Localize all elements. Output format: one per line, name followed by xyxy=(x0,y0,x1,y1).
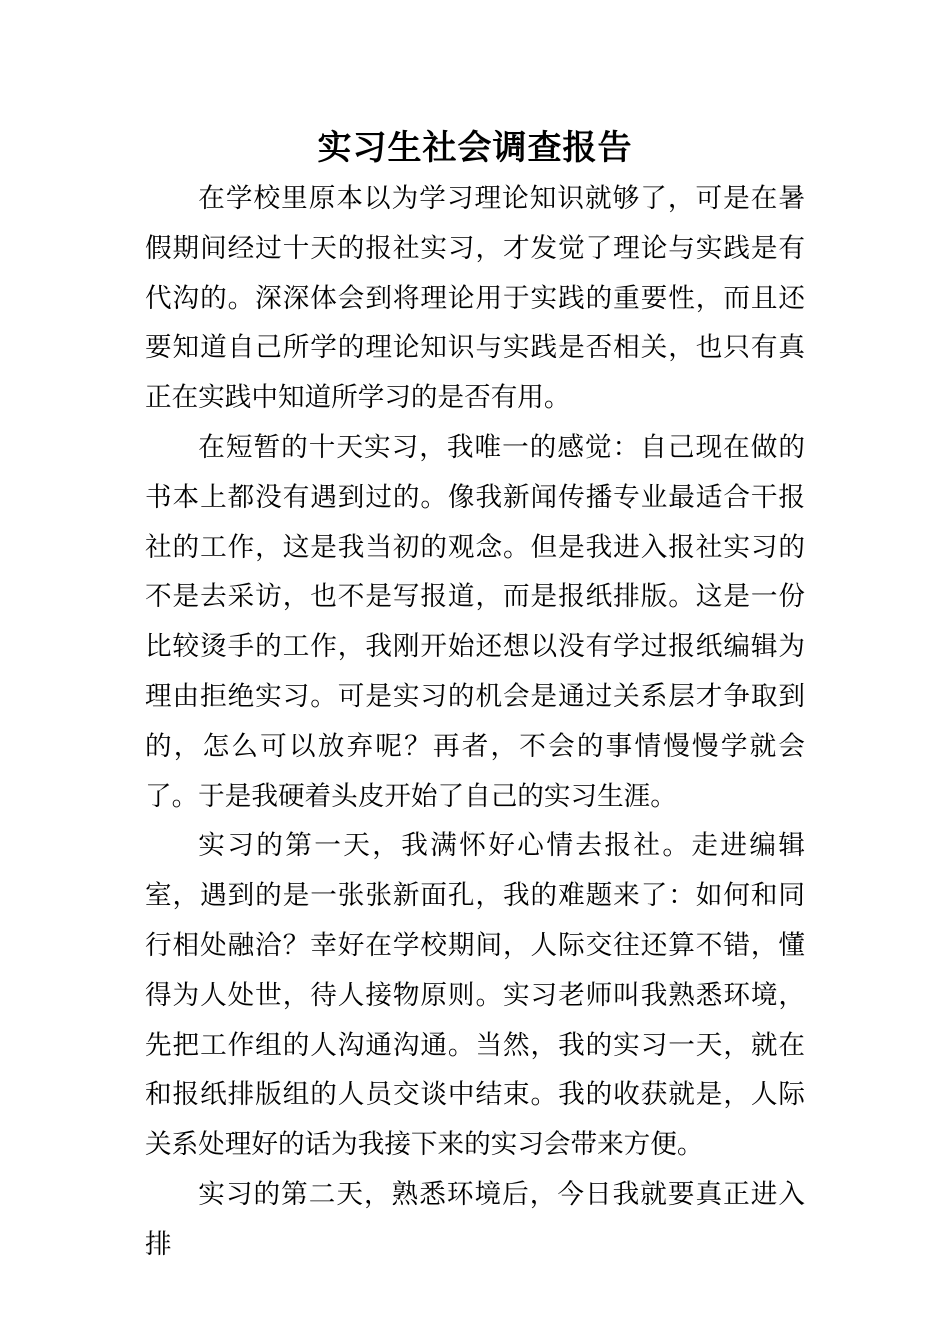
document-title: 实习生社会调查报告 xyxy=(317,128,633,168)
paragraph-2: 在短暂的十天实习，我唯一的感觉：自己现在做的书本上都没有遇到过的。像我新闻传播专业最适合干报社的工作，这是我当初的观念。但是我进入报社实习的不是去采访，也不是写报道，而是报纸排版。这是一份比较烫手的工作，我刚开始还想以没有学过报纸编辑为理由拒绝实习。可是实习的机会是通过关系层才争取到的，怎么可以放弃呢？再者，不会的事情慢慢学就会了。于是我硬着头皮开始了自己的实习生涯。 xyxy=(145,431,805,812)
paragraph-3: 实习的第一天，我满怀好心情去报社。走进编辑室，遇到的是一张张新面孔，我的难题来了：如何和同行相处融洽？幸好在学校期间，人际交往还算不错，懂得为人处世，待人接物原则。实习老师叫我熟悉环境，先把工作组的人沟通沟通。当然，我的实习一天，就在和报纸排版组的人员交谈中结束。我的收获就是，人际关系处理好的话为我接下来的实习会带来方便。 xyxy=(145,830,805,1161)
paragraph-4: 实习的第二天，熟悉环境后，今日我就要真正进入排 xyxy=(145,1178,805,1260)
document-body xyxy=(145,174,805,1270)
paragraph-1: 在学校里原本以为学习理论知识就够了，可是在暑假期间经过十天的报社实习，才发觉了理论与实践是有代沟的。深深体会到将理论用于实践的重要性，而且还要知道自己所学的理论知识与实践是否相关，也只有真正在实践中知道所学习的是否有用。 xyxy=(145,183,805,414)
